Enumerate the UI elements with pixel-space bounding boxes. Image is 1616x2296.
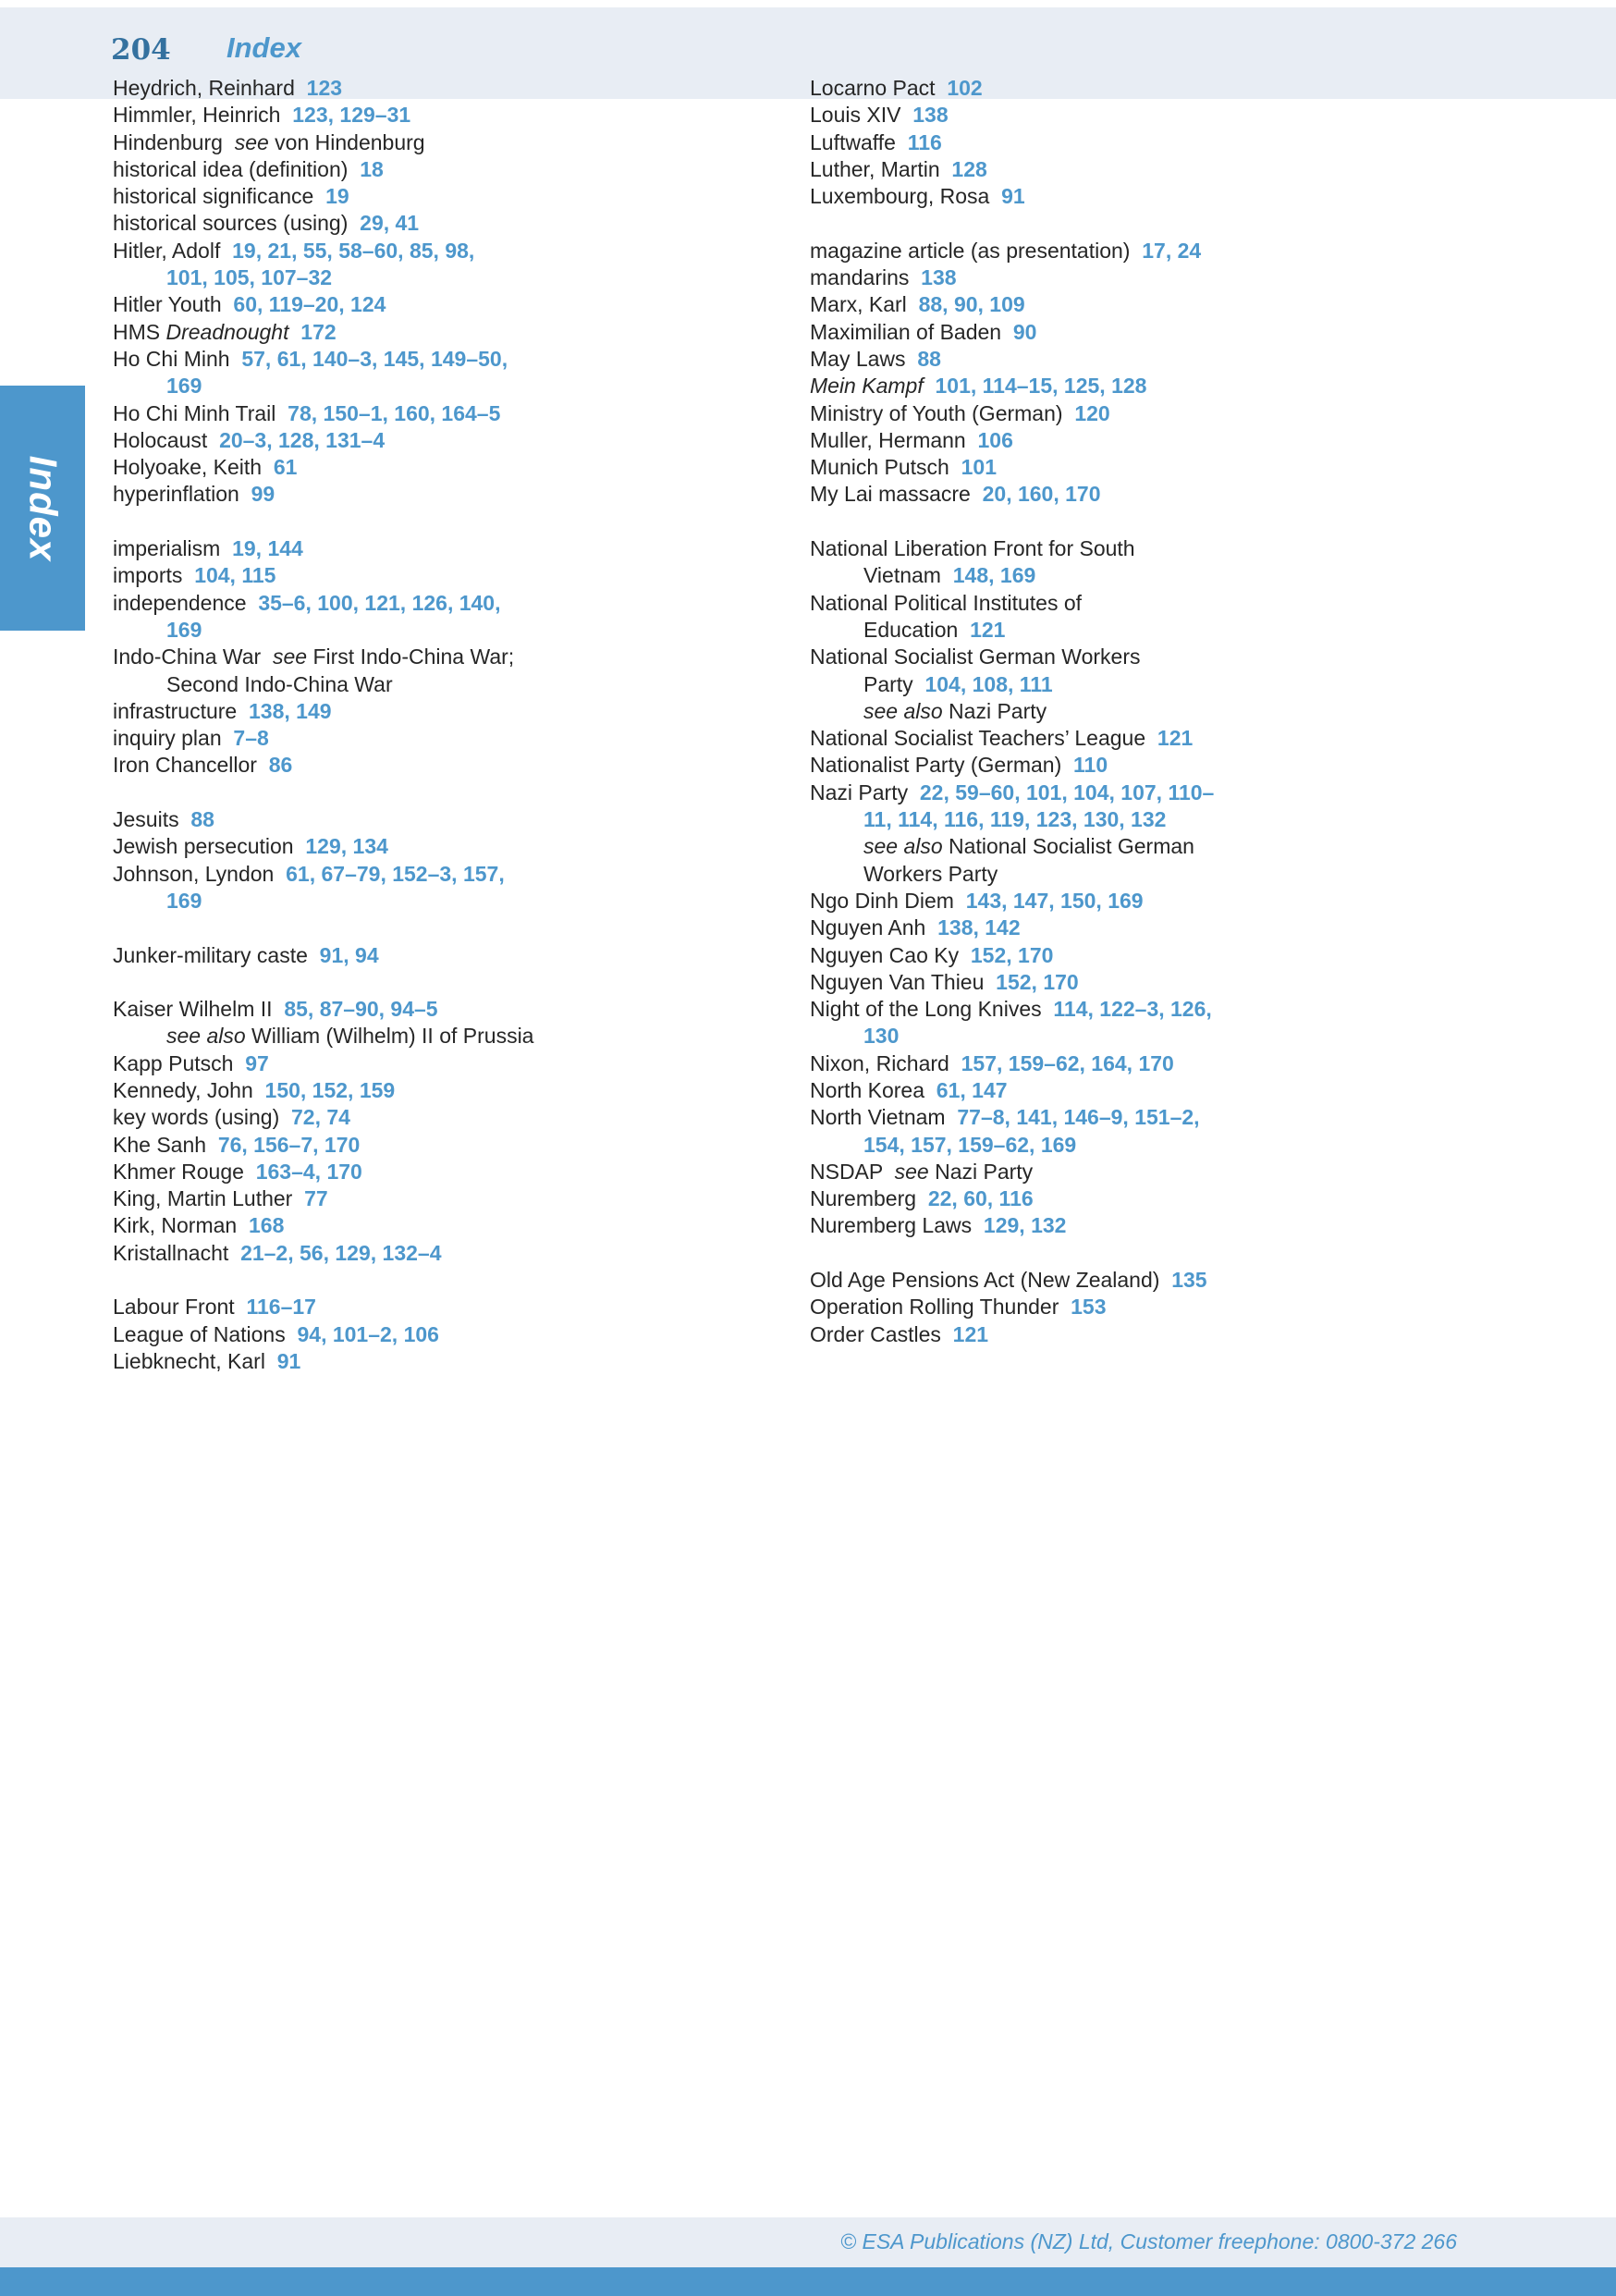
entry-text: Labour Front: [113, 1295, 247, 1320]
index-line: [113, 211, 797, 238]
entry-text: Nguyen Anh: [810, 915, 938, 940]
index-line: [113, 1213, 797, 1240]
index-line: [113, 347, 797, 374]
index-line: [810, 726, 1522, 753]
page-numbers: 72, 74: [291, 1105, 350, 1130]
entry-text: Ho Chi Minh: [113, 346, 242, 371]
entry-text: Himmler, Heinrich: [113, 103, 293, 128]
entry-text: historical idea (definition): [113, 156, 361, 181]
blank-line: [810, 510, 1522, 536]
entry-text: see also: [863, 698, 943, 723]
entry-text: League of Nations: [113, 1321, 298, 1346]
page-numbers: 97: [245, 1050, 269, 1075]
index-line: [113, 239, 797, 265]
entry-text: Nationalist Party (German): [810, 753, 1074, 778]
index-line: [810, 76, 1522, 103]
entry-text: Maximilian of Baden: [810, 319, 1013, 344]
index-line: [113, 1051, 797, 1078]
index-line: [113, 1133, 797, 1160]
index-line: [113, 374, 797, 400]
page-numbers: 22, 60, 116: [927, 1186, 1034, 1211]
page-numbers: 128: [951, 156, 987, 181]
entry-text: Nguyen Van Thieu: [810, 969, 997, 994]
index-line: [113, 591, 797, 618]
index-line: [113, 834, 797, 861]
index-line: [113, 103, 797, 129]
index-line: [810, 1133, 1522, 1160]
page-numbers: 19: [325, 184, 349, 209]
entry-text: Nixon, Richard: [810, 1050, 961, 1075]
index-line: [113, 1105, 797, 1132]
page-numbers: 99: [251, 482, 275, 507]
page-numbers: 154, 157, 159–62, 169: [863, 1132, 1077, 1157]
page-numbers: 19, 21, 55, 58–60, 85, 98,: [232, 238, 475, 263]
index-line: [810, 455, 1522, 482]
entry-text: Khe Sanh: [113, 1132, 218, 1157]
index-line: [113, 455, 797, 482]
page-numbers: 121: [1157, 726, 1194, 751]
entry-text: von Hindenburg: [268, 129, 425, 154]
page-numbers: 163–4, 170: [255, 1159, 362, 1184]
entry-text: see also: [166, 1024, 246, 1049]
page-numbers: 88, 90, 109: [918, 292, 1025, 317]
blank-line: [810, 211, 1522, 238]
entry-text: Nazi Party: [810, 780, 920, 804]
entry-text: King, Martin Luther: [113, 1186, 305, 1211]
index-line: [810, 1051, 1522, 1078]
page-numbers: 20, 160, 170: [982, 482, 1101, 507]
index-side-tab-label: Index: [21, 455, 66, 561]
page-numbers: 77–8, 141, 146–9, 151–2,: [957, 1105, 1200, 1130]
entry-text: imports: [113, 563, 195, 588]
page-numbers: 143, 147, 150, 169: [965, 888, 1144, 913]
page-numbers: 57, 61, 140–3, 145, 149–50,: [241, 346, 508, 371]
index-line: [810, 292, 1522, 319]
page-numbers: 86: [268, 753, 293, 778]
blank-line: [113, 970, 797, 997]
page-numbers: 104, 115: [194, 563, 276, 588]
page-numbers: 91, 94: [319, 942, 379, 967]
index-line: [810, 943, 1522, 970]
page-numbers: 172: [288, 319, 337, 344]
index-line: [113, 1160, 797, 1186]
page-numbers: 76, 156–7, 170: [217, 1132, 361, 1157]
index-line: [113, 1349, 797, 1376]
page-numbers: 150, 152, 159: [264, 1077, 396, 1102]
index-line: [810, 672, 1522, 699]
entry-text: National Socialist Teachers’ League: [810, 726, 1157, 751]
index-line: [810, 915, 1522, 942]
page-numbers: 106: [977, 427, 1013, 452]
page-numbers: 110: [1073, 753, 1108, 778]
page-numbers: 157, 159–62, 164, 170: [961, 1050, 1174, 1075]
entry-text: historical significance: [113, 184, 326, 209]
index-line: [113, 889, 797, 915]
index-line: [113, 862, 797, 889]
entry-text: Second Indo-China War: [166, 671, 393, 696]
index-line: [113, 320, 797, 347]
entry-text: Liebknecht, Karl: [113, 1348, 277, 1373]
page-numbers: 148, 169: [952, 563, 1036, 588]
index-line: [113, 699, 797, 726]
page-numbers: 152, 170: [970, 942, 1054, 967]
entry-text: Old Age Pensions Act (New Zealand): [810, 1268, 1172, 1293]
entry-text: William (Wilhelm) II of Prussia: [245, 1024, 534, 1049]
page-numbers: 88: [190, 807, 214, 832]
bottom-bar: [0, 2267, 1616, 2296]
entry-text: Luxembourg, Rosa: [810, 184, 1002, 209]
index-line: [113, 536, 797, 563]
index-line: [113, 428, 797, 455]
index-side-tab: [0, 386, 85, 631]
index-line: [113, 943, 797, 970]
page-numbers: 116–17: [246, 1295, 316, 1320]
index-line: [113, 157, 797, 184]
index-line: [810, 862, 1522, 889]
page-numbers: 153: [1071, 1295, 1107, 1320]
page-numbers: 152, 170: [996, 969, 1079, 994]
entry-text: Kirk, Norman: [113, 1213, 249, 1238]
index-line: [113, 997, 797, 1024]
index-line: [810, 753, 1522, 780]
entry-text: historical sources (using): [113, 211, 361, 236]
index-column-left: [113, 76, 797, 1376]
entry-text: NSDAP: [810, 1159, 895, 1184]
page-numbers: 90: [1012, 319, 1037, 344]
blank-line: [113, 780, 797, 807]
index-line: [810, 320, 1522, 347]
entry-text: Ministry of Youth (German): [810, 400, 1075, 425]
page-numbers: 102: [947, 76, 983, 100]
index-line: [113, 645, 797, 671]
blank-line: [113, 1268, 797, 1295]
index-line: [113, 76, 797, 103]
page-numbers: 77: [304, 1186, 328, 1211]
page-numbers: 104, 108, 111: [924, 671, 1053, 696]
index-line: [113, 753, 797, 780]
entry-text: Nguyen Cao Ky: [810, 942, 971, 967]
page-numbers: 129, 134: [305, 834, 388, 859]
index-line: [810, 1186, 1522, 1213]
entry-text: Hindenburg: [113, 129, 235, 154]
entry-text: Holyoake, Keith: [113, 455, 274, 480]
entry-text: inquiry plan: [113, 726, 234, 751]
index-line: [113, 1078, 797, 1105]
page-numbers: 169: [166, 888, 202, 913]
index-line: [113, 1241, 797, 1268]
index-line: [810, 482, 1522, 509]
index-column-right: [810, 76, 1522, 1349]
entry-text: National Socialist German: [942, 834, 1194, 859]
page-numbers: 138, 142: [937, 915, 1021, 940]
page-numbers: 169: [166, 617, 202, 642]
entry-text: Luftwaffe: [810, 129, 908, 154]
index-line: [113, 401, 797, 428]
entry-text: Workers Party: [863, 861, 998, 886]
index-line: [810, 401, 1522, 428]
index-line: [810, 347, 1522, 374]
page-numbers: 169: [166, 374, 202, 399]
page-numbers: 20–3, 128, 131–4: [219, 427, 386, 452]
entry-text: magazine article (as presentation): [810, 238, 1143, 263]
page-numbers: 19, 144: [232, 536, 303, 561]
index-line: [113, 130, 797, 157]
blank-line: [113, 915, 797, 942]
page-numbers: 78, 150–1, 160, 164–5: [288, 400, 501, 425]
entry-text: see also: [863, 834, 943, 859]
entry-text: May Laws: [810, 346, 918, 371]
entry-text: Jewish persecution: [113, 834, 306, 859]
page-numbers: 168: [248, 1213, 285, 1238]
entry-text: Khmer Rouge: [113, 1159, 256, 1184]
page-numbers: 138: [912, 103, 949, 128]
index-line: [810, 103, 1522, 129]
index-line: [810, 591, 1522, 618]
footer-copyright: © ESA Publications (NZ) Ltd, Customer freephone: 0800-372 266: [840, 2229, 1457, 2253]
page-numbers: 7–8: [233, 726, 269, 751]
entry-text: National Socialist German Workers: [810, 645, 1141, 669]
page-numbers: 21–2, 56, 129, 132–4: [240, 1240, 442, 1265]
entry-text: National Liberation Front for South: [810, 536, 1135, 561]
index-line: [113, 1024, 797, 1050]
index-line: [810, 428, 1522, 455]
page-numbers: 138: [921, 265, 957, 290]
entry-text: My Lai massacre: [810, 482, 983, 507]
entry-text: North Korea: [810, 1077, 937, 1102]
index-line: [113, 563, 797, 590]
page-numbers: 120: [1074, 400, 1110, 425]
page-numbers: 18: [360, 156, 384, 181]
entry-text: Ngo Dinh Diem: [810, 888, 966, 913]
page-numbers: 94, 101–2, 106: [297, 1321, 439, 1346]
entry-text: see: [273, 645, 308, 669]
page-numbers: 116: [907, 129, 942, 154]
page-numbers: 60, 119–20, 124: [233, 292, 386, 317]
page-numbers: 123: [306, 76, 343, 100]
entry-text: North Vietnam: [810, 1105, 958, 1130]
entry-text: Nuremberg Laws: [810, 1213, 984, 1238]
entry-text: Jesuits: [113, 807, 191, 832]
page-numbers: 61: [273, 455, 298, 480]
entry-text: Kennedy, John: [113, 1077, 265, 1102]
entry-text: Order Castles: [810, 1321, 953, 1346]
index-line: [113, 1322, 797, 1349]
page-numbers: 61, 147: [936, 1077, 1008, 1102]
index-line: [810, 374, 1522, 400]
entry-text: Mein Kampf: [810, 374, 924, 399]
entry-text: Johnson, Lyndon: [113, 861, 287, 886]
entry-text: Night of the Long Knives: [810, 997, 1054, 1022]
entry-text: Dreadnought: [165, 319, 289, 344]
entry-text: Muller, Hermann: [810, 427, 978, 452]
index-line: [810, 889, 1522, 915]
page-numbers: 35–6, 100, 121, 126, 140,: [258, 590, 501, 615]
index-line: [113, 292, 797, 319]
index-line: [810, 1268, 1522, 1295]
index-line: [810, 184, 1522, 211]
index-line: [113, 1186, 797, 1213]
index-line: [810, 780, 1522, 807]
entry-text: HMS: [113, 319, 166, 344]
entry-text: Heydrich, Reinhard: [113, 76, 307, 100]
entry-text: Vietnam: [863, 563, 953, 588]
entry-text: First Indo-China War;: [307, 645, 515, 669]
page-numbers: 121: [970, 617, 1006, 642]
page-numbers: 123, 129–31: [292, 103, 411, 128]
index-line: [113, 482, 797, 509]
page-numbers: 91: [1001, 184, 1025, 209]
entry-text: Kaiser Wilhelm II: [113, 997, 285, 1022]
page-numbers: 101, 105, 107–32: [166, 265, 333, 290]
page-numbers: 129, 132: [983, 1213, 1067, 1238]
page-numbers: 135: [1171, 1268, 1207, 1293]
entry-text: hyperinflation: [113, 482, 251, 507]
index-line: [810, 563, 1522, 590]
entry-text: National Political Institutes of: [810, 590, 1083, 615]
entry-text: Luther, Martin: [810, 156, 952, 181]
index-line: [113, 265, 797, 292]
index-line: [810, 997, 1522, 1024]
entry-text: Nazi Party: [928, 1159, 1034, 1184]
page-numbers: 85, 87–90, 94–5: [284, 997, 438, 1022]
page-numbers: 29, 41: [360, 211, 420, 236]
blank-line: [113, 510, 797, 536]
page-numbers: 61, 67–79, 152–3, 157,: [286, 861, 505, 886]
page-numbers: 101, 114–15, 125, 128: [923, 374, 1147, 399]
entry-text: Kapp Putsch: [113, 1050, 246, 1075]
index-line: [113, 726, 797, 753]
index-line: [810, 536, 1522, 563]
entry-text: mandarins: [810, 265, 922, 290]
index-line: [810, 1295, 1522, 1321]
entry-text: Locarno Pact: [810, 76, 948, 100]
entry-text: Kristallnacht: [113, 1240, 241, 1265]
page-numbers: 121: [952, 1321, 989, 1346]
page-numbers: 101: [961, 455, 998, 480]
entry-text: Holocaust: [113, 427, 220, 452]
entry-text: independence: [113, 590, 259, 615]
index-line: [810, 1078, 1522, 1105]
index-line: [810, 645, 1522, 671]
entry-text: Indo-China War: [113, 645, 273, 669]
entry-text: Education: [863, 617, 971, 642]
entry-text: key words (using): [113, 1105, 292, 1130]
entry-text: Munich Putsch: [810, 455, 961, 480]
index-line: [810, 618, 1522, 645]
page-numbers: 22, 59–60, 101, 104, 107, 110–: [919, 780, 1215, 804]
blank-line: [810, 1241, 1522, 1268]
page-numbers: 88: [917, 346, 941, 371]
page-number: 204: [111, 33, 171, 67]
index-line: [810, 1105, 1522, 1132]
entry-text: Iron Chancellor: [113, 753, 269, 778]
entry-text: see: [234, 129, 269, 154]
index-line: [113, 184, 797, 211]
entry-text: Nazi Party: [942, 698, 1047, 723]
page-numbers: 17, 24: [1142, 238, 1202, 263]
page-numbers: 138, 149: [249, 698, 332, 723]
index-line: [810, 699, 1522, 726]
entry-text: Party: [863, 671, 925, 696]
index-line: [113, 672, 797, 699]
index-line: [810, 1213, 1522, 1240]
index-line: [810, 1160, 1522, 1186]
index-line: [810, 1322, 1522, 1349]
index-line: [113, 1295, 797, 1321]
page-numbers: 91: [276, 1348, 301, 1373]
entry-text: see: [894, 1159, 929, 1184]
entry-text: imperialism: [113, 536, 233, 561]
index-line: [810, 834, 1522, 861]
page-numbers: 114, 122–3, 126,: [1053, 997, 1212, 1022]
entry-text: Hitler, Adolf: [113, 238, 233, 263]
entry-text: infrastructure: [113, 698, 249, 723]
index-line: [810, 239, 1522, 265]
index-line: [810, 157, 1522, 184]
index-line: [810, 1024, 1522, 1050]
index-line: [810, 807, 1522, 834]
page-title: Index: [226, 31, 301, 64]
index-line: [810, 130, 1522, 157]
entry-text: Marx, Karl: [810, 292, 919, 317]
index-line: [810, 970, 1522, 997]
index-line: [113, 618, 797, 645]
page-numbers: 130: [863, 1024, 900, 1049]
entry-text: Junker-military caste: [113, 942, 320, 967]
entry-text: Operation Rolling Thunder: [810, 1295, 1071, 1320]
entry-text: Louis XIV: [810, 103, 913, 128]
entry-text: Hitler Youth: [113, 292, 234, 317]
entry-text: Nuremberg: [810, 1186, 928, 1211]
page-numbers: 11, 114, 116, 119, 123, 130, 132: [863, 807, 1167, 832]
index-line: [113, 807, 797, 834]
index-line: [810, 265, 1522, 292]
entry-text: Ho Chi Minh Trail: [113, 400, 288, 425]
